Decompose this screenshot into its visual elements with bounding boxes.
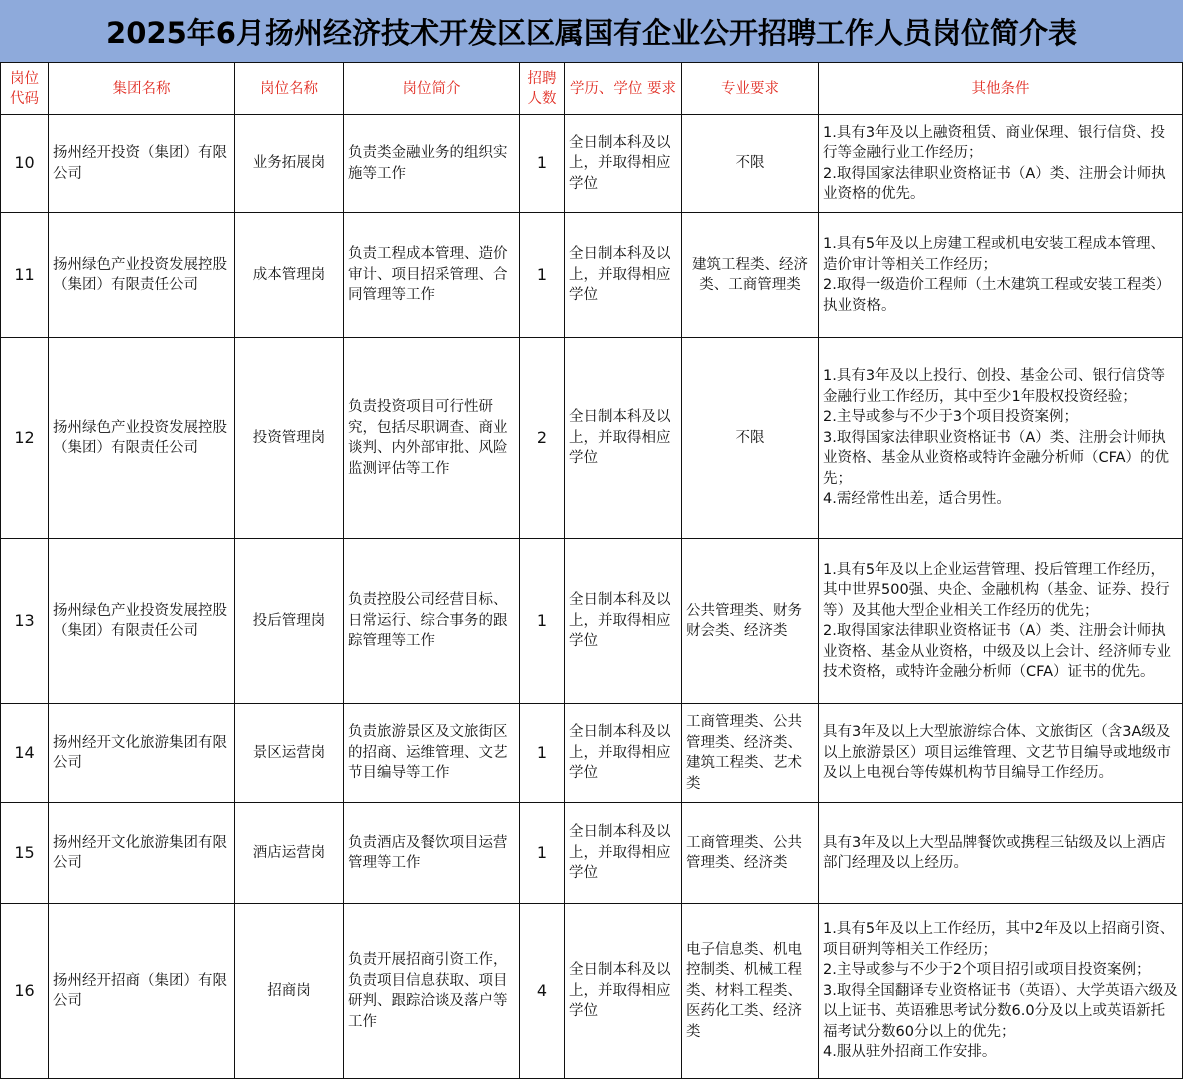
- header-other: 其他条件: [819, 63, 1183, 115]
- cell-intro: 负责类金融业务的组织实施等工作: [344, 115, 520, 213]
- cell-intro: 负责开展招商引资工作，负责项目信息获取、项目研判、跟踪洽谈及落户等工作: [344, 904, 520, 1079]
- cell-count: 1: [520, 115, 565, 213]
- header-degree: 学历、学位 要求: [565, 63, 682, 115]
- header-intro: 岗位简介: [344, 63, 520, 115]
- header-major: 专业要求: [682, 63, 819, 115]
- table-row: [1, 539, 1183, 704]
- cell-major: 工商管理类、公共管理类、经济类: [682, 803, 819, 904]
- cell-major: 建筑工程类、经济类、工商管理类: [682, 213, 819, 338]
- page-title: 2025年6月扬州经济技术开发区区属国有企业公开招聘工作人员岗位简介表: [0, 0, 1183, 63]
- table-row: [1, 904, 1183, 1079]
- cell-position: 投资管理岗: [235, 338, 344, 539]
- job-table: [0, 62, 1183, 1079]
- cell-group: 扬州绿色产业投资发展控股（集团）有限责任公司: [49, 213, 235, 338]
- cell-intro: 负责旅游景区及文旅街区的招商、运维管理、文艺节目编导等工作: [344, 704, 520, 803]
- cell-code: 11: [1, 213, 49, 338]
- cell-code: 10: [1, 115, 49, 213]
- cell-other: 1.具有5年及以上工作经历，其中2年及以上招商引资、项目研判等相关工作经历； 2.主导或参与不少于2个项目招引或项目投资案例； 3.取得全国翻译专业资格证书（英语）、大学英语六级及以上证书、英语雅思考试分数6.0分及以上或英语新托福考试分数60分以上的优先； 4.服从驻外招商工作安排。: [819, 904, 1183, 1079]
- cell-code: 16: [1, 904, 49, 1079]
- cell-group: 扬州绿色产业投资发展控股（集团）有限责任公司: [49, 338, 235, 539]
- cell-degree: 全日制本科及以上，并取得相应学位: [565, 115, 682, 213]
- table-row: [1, 704, 1183, 803]
- cell-count: 1: [520, 539, 565, 704]
- cell-count: 2: [520, 338, 565, 539]
- cell-degree: 全日制本科及以上，并取得相应学位: [565, 213, 682, 338]
- cell-degree: 全日制本科及以上，并取得相应学位: [565, 539, 682, 704]
- table-row: [1, 803, 1183, 904]
- cell-other: 具有3年及以上大型品牌餐饮或携程三钻级及以上酒店部门经理及以上经历。: [819, 803, 1183, 904]
- header-row: [1, 63, 1183, 115]
- cell-major: 工商管理类、公共管理类、经济类、建筑工程类、艺术类: [682, 704, 819, 803]
- cell-count: 4: [520, 904, 565, 1079]
- cell-intro: 负责工程成本管理、造价审计、项目招采管理、合同管理等工作: [344, 213, 520, 338]
- cell-position: 招商岗: [235, 904, 344, 1079]
- cell-position: 酒店运营岗: [235, 803, 344, 904]
- cell-position: 投后管理岗: [235, 539, 344, 704]
- cell-major: 电子信息类、机电控制类、机械工程类、材料工程类、医药化工类、经济类: [682, 904, 819, 1079]
- header-count: 招聘人数: [520, 63, 565, 115]
- cell-count: 1: [520, 704, 565, 803]
- cell-group: 扬州绿色产业投资发展控股（集团）有限责任公司: [49, 539, 235, 704]
- table-row: [1, 338, 1183, 539]
- cell-position: 成本管理岗: [235, 213, 344, 338]
- header-group: 集团名称: [49, 63, 235, 115]
- cell-degree: 全日制本科及以上，并取得相应学位: [565, 338, 682, 539]
- table-row: [1, 213, 1183, 338]
- cell-count: 1: [520, 213, 565, 338]
- header-position: 岗位名称: [235, 63, 344, 115]
- header-code: 岗位代码: [1, 63, 49, 115]
- cell-other: 1.具有5年及以上房建工程或机电安装工程成本管理、造价审计等相关工作经历； 2.取得一级造价工程师（土木建筑工程或安装工程类）执业资格。: [819, 213, 1183, 338]
- cell-code: 15: [1, 803, 49, 904]
- cell-count: 1: [520, 803, 565, 904]
- cell-code: 12: [1, 338, 49, 539]
- cell-major: 不限: [682, 115, 819, 213]
- cell-group: 扬州经开文化旅游集团有限公司: [49, 704, 235, 803]
- cell-major: 不限: [682, 338, 819, 539]
- cell-other: 1.具有3年及以上投行、创投、基金公司、银行信贷等金融行业工作经历，其中至少1年股权投资经验； 2.主导或参与不少于3个项目投资案例； 3.取得国家法律职业资格证书（A）类、注册会计师执业资格、基金从业资格或特许金融分析师（CFA）的优先； 4.需经常性出差，适合男性。: [819, 338, 1183, 539]
- cell-intro: 负责投资项目可行性研究，包括尽职调查、商业谈判、内外部审批、风险监测评估等工作: [344, 338, 520, 539]
- cell-group: 扬州经开招商（集团）有限公司: [49, 904, 235, 1079]
- cell-code: 14: [1, 704, 49, 803]
- cell-intro: 负责控股公司经营目标、日常运行、综合事务的跟踪管理等工作: [344, 539, 520, 704]
- cell-group: 扬州经开投资（集团）有限公司: [49, 115, 235, 213]
- table-row: [1, 115, 1183, 213]
- cell-other: 具有3年及以上大型旅游综合体、文旅街区（含3A级及以上旅游景区）项目运维管理、文艺节目编导或地级市及以上电视台等传媒机构节目编导工作经历。: [819, 704, 1183, 803]
- cell-degree: 全日制本科及以上，并取得相应学位: [565, 904, 682, 1079]
- cell-other: 1.具有5年及以上企业运营管理、投后管理工作经历，其中世界500强、央企、金融机构（基金、证券、投行等）及其他大型企业相关工作经历的优先； 2.取得国家法律职业资格证书（A）类、注册会计师执业资格、基金从业资格，中级及以上会计、经济师专业技术资格，或特许金融分析师（CFA）证书的优先。: [819, 539, 1183, 704]
- cell-position: 景区运营岗: [235, 704, 344, 803]
- cell-major: 公共管理类、财务财会类、经济类: [682, 539, 819, 704]
- cell-group: 扬州经开文化旅游集团有限公司: [49, 803, 235, 904]
- cell-code: 13: [1, 539, 49, 704]
- cell-other: 1.具有3年及以上融资租赁、商业保理、银行信贷、投行等金融行业工作经历； 2.取得国家法律职业资格证书（A）类、注册会计师执业资格的优先。: [819, 115, 1183, 213]
- cell-degree: 全日制本科及以上，并取得相应学位: [565, 803, 682, 904]
- cell-degree: 全日制本科及以上，并取得相应学位: [565, 704, 682, 803]
- cell-intro: 负责酒店及餐饮项目运营管理等工作: [344, 803, 520, 904]
- cell-position: 业务拓展岗: [235, 115, 344, 213]
